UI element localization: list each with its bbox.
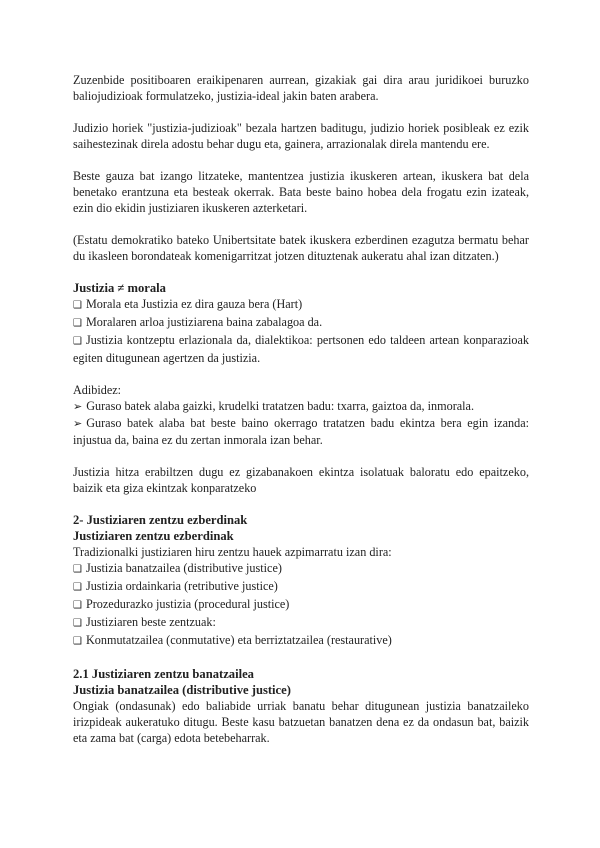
paragraph-4: (Estatu demokratiko bateko Unibertsitate batek ikuskera ezberdinen ezagutza bermatu behar du ikasleen borondateak komenigarritzat jotzen dituztenak aukeratu ahal izan ditzaten.) xyxy=(73,233,529,263)
section-2-intro: Tradizionalki justiziaren hiru zentzu hauek azpimarratu izan dira: xyxy=(73,545,392,559)
checkbox-bullet-icon: ❑ xyxy=(73,600,82,611)
moral-heading: Justizia ≠ morala xyxy=(73,281,166,295)
checkbox-bullet-icon: ❑ xyxy=(73,582,82,593)
arrow-bullet-icon: ➢ xyxy=(73,417,83,430)
sense-item-4: ❑ Justiziaren beste zentzuak: xyxy=(73,614,529,632)
section-2-subheading: Justiziaren zentzu ezberdinak xyxy=(73,529,234,543)
paragraph-2: Judizio horiek "justizia-judizioak" bezala hartzen baditugu, judizio horiek posibleak ez ezik saihestezinak direla adostu behar dugu eta, gainera, arrazionalak direla mantendu ere. xyxy=(73,121,529,151)
moral-closing: Justizia hitza erabiltzen dugu ez gizabanakoen ekintza isolatuak baloratu edo epaitzeko, baizik eta giza ekintzak konparatzeko xyxy=(73,465,529,495)
moral-item-3: ❑ Justizia kontzeptu erlazionala da, dialektikoa: pertsonen edo taldeen artean konparazioak egiten ditugunean agertzen da justizia. xyxy=(73,333,529,365)
checkbox-bullet-icon: ❑ xyxy=(73,564,82,575)
paragraph-1: Zuzenbide positiboaren eraikipenaren aurrean, gizakiak gai dira arau juridikoei buruzko baliojudizioak formulatzeko, justizia-ideal jakin baten arabera. xyxy=(73,73,529,103)
section-2-heading: 2- Justiziaren zentzu ezberdinak xyxy=(73,513,248,527)
section-2-1-subheading: Justizia banatzailea (distributive justice) xyxy=(73,683,291,697)
paragraph-3: Beste gauza bat izango litzateke, mantentzea justizia ikuskeren artean, ikuskera bat dela benetako erantzuna eta besteak okerrak. Bata beste baino hobea dela frogatu ezin izateak, ezin dio ekidin justiziaren ikuskeren azterketari. xyxy=(73,169,529,215)
adibidez-label: Adibidez: xyxy=(73,383,122,397)
document-body xyxy=(73,72,529,746)
checkbox-bullet-icon: ❑ xyxy=(73,336,82,347)
checkbox-bullet-icon: ❑ xyxy=(73,318,82,329)
sense-item-2: ❑ Justizia ordainkaria (retributive justice) xyxy=(73,578,529,596)
section-2-1-heading: 2.1 Justiziaren zentzu banatzailea xyxy=(73,667,254,681)
section-2-1-text: Ongiak (ondasunak) edo baliabide urriak banatu behar ditugunean justizia banatzaileko irizpideak aukeratuko ditugu. Beste kasu batzuetan banatzen dena ez da ondasun bat, baizik eta zama bat (carga) edota betebeharrak. xyxy=(73,699,529,745)
moral-item-2: ❑ Moralaren arloa justiziarena baina zabalagoa da. xyxy=(73,314,529,332)
example-item-1: ➢ Guraso batek alaba gaizki, krudelki tratatzen badu: txarra, gaiztoa da, inmorala. xyxy=(73,399,475,413)
checkbox-bullet-icon: ❑ xyxy=(73,300,82,311)
sense-item-1: ❑ Justizia banatzailea (distributive justice) xyxy=(73,560,529,578)
checkbox-bullet-icon: ❑ xyxy=(73,636,82,647)
example-item-2: ➢ Guraso batek alaba bat beste baino okerrago tratatzen badu ekintza bera egin izanda: injustua da, baina ez du zertan inmorala izan behar. xyxy=(73,416,529,447)
sense-item-5: ❑ Konmutatzailea (conmutative) eta berriztatzailea (restaurative) xyxy=(73,632,529,650)
sense-item-3: ❑ Prozedurazko justizia (procedural justice) xyxy=(73,596,529,614)
moral-item-1: ❑ Morala eta Justizia ez dira gauza bera (Hart) xyxy=(73,296,529,314)
arrow-bullet-icon: ➢ xyxy=(73,400,83,413)
checkbox-bullet-icon: ❑ xyxy=(73,618,82,629)
